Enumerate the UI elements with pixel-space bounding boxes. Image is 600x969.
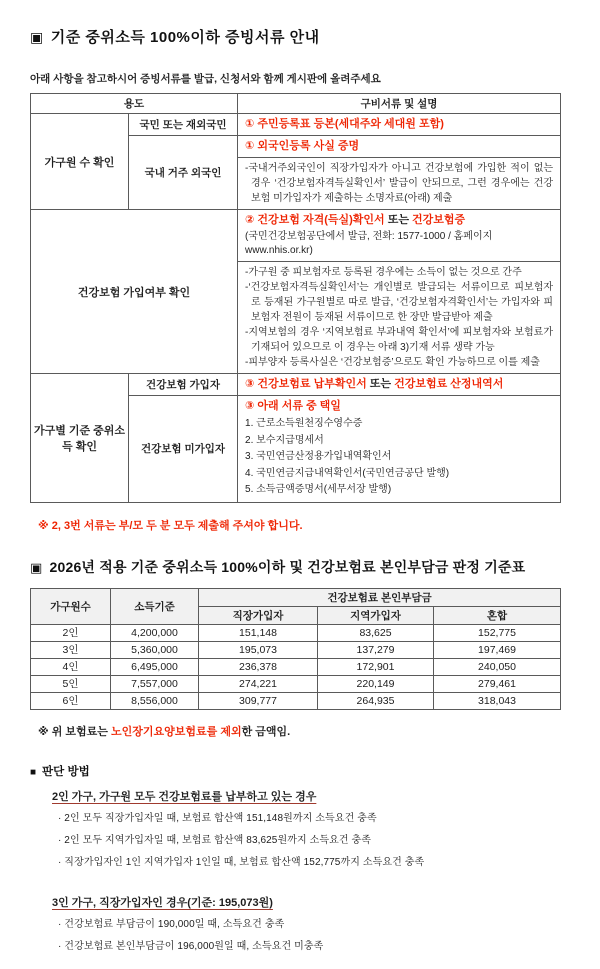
criteria-table — [30, 588, 561, 710]
spacer — [30, 875, 570, 885]
type-uninsured: 건강보험 미가입자 — [129, 396, 238, 503]
case1-item: · 2인 모두 직장가입자일 때, 보험료 합산액 151,148원까지 소득요건 충족 — [58, 812, 377, 824]
type-national: 국민 또는 재외국민 — [129, 114, 238, 136]
cell: 151,148 — [199, 624, 318, 641]
cell: 197,469 — [434, 641, 561, 658]
table-row — [31, 374, 561, 396]
cell: 152,775 — [434, 624, 561, 641]
doc-cell-uninsured — [238, 396, 561, 503]
submit-note: ※ 2, 3번 서류는 부/모 두 분 모두 제출해 주셔야 합니다. — [38, 519, 303, 532]
doc-cell-foreigner — [238, 136, 561, 210]
cell: 3인 — [31, 641, 111, 658]
cell: 4인 — [31, 658, 111, 675]
section3-title-text: 판단 방법 — [42, 765, 90, 778]
cell: 279,461 — [434, 675, 561, 692]
cell: 318,043 — [434, 692, 561, 709]
cell: 2인 — [31, 624, 111, 641]
cell: 240,050 — [434, 658, 561, 675]
header-premium-group: 건강보험료 본인부담금 — [199, 588, 561, 606]
table-row — [31, 114, 561, 136]
doc-foreigner-body: -국내거주외국인이 직장가입자가 아니고 건강보험에 가입한 적이 없는 경우 ‘건강보험자격득실확인서’ 발급이 안되므로, 그런 경우에는 건강보험 미가입자가 제출하는 소명자료(아래) 제출 — [245, 163, 554, 204]
header-household: 가구원수 — [31, 588, 111, 624]
table-row — [31, 675, 561, 692]
doc-insurance-body-2: -‘건강보험자격득실확인서’는 개인별로 발급되는 서류이므로 피보험자로 등재된 가구원별로 따로 발급, ‘건강보험자격확인서’는 가입자와 피보험자 전원이 등재된 서류이므로 한 장만 발급받아 제출 — [245, 282, 554, 323]
criteria-header-row — [31, 588, 561, 606]
doc-insurance-or: 또는 — [384, 214, 413, 226]
doc-insured-red1: ③ 건강보험료 납부확인서 — [245, 378, 367, 390]
list-item: 3. 국민연금산정용가입내역확인서 — [245, 451, 392, 462]
section2-title-text: 2026년 적용 기준 중위소득 100%이하 및 건강보험료 본인부담금 판정 기준표 — [49, 558, 526, 575]
case2-heading: 3인 가구, 직장가입자인 경우(기준: 195,073원) — [52, 896, 273, 909]
cell: 274,221 — [199, 675, 318, 692]
doc-insured-red2: 건강보험료 산정내역서 — [394, 378, 504, 390]
table-row — [31, 624, 561, 641]
cell: 264,935 — [318, 692, 434, 709]
type-insured: 건강보험 가입자 — [129, 374, 238, 396]
square-bullet-icon: ▣ — [30, 29, 44, 45]
square-bullet-icon: ■ — [30, 766, 37, 778]
doc-insurance-body-4: -피부양자 등록사실은 ‘건강보험증’으로도 확인 가능하므로 이를 제출 — [245, 357, 540, 368]
table-header-row — [31, 94, 561, 114]
cell: 220,149 — [318, 675, 434, 692]
list-item: 4. 국민연금지급내역확인서(국민연금공단 발행) — [245, 467, 450, 479]
exclusion-note-black2: 한 금액임. — [241, 725, 291, 738]
exclusion-note-red: 노인장기요양보험료를 제외 — [111, 725, 242, 738]
doc-cell-insured — [238, 374, 561, 396]
doc-insurance-body-1: -가구원 중 피보험자로 등록된 경우에는 소득이 없는 것으로 간주 — [245, 267, 522, 278]
cell: 8,556,000 — [111, 692, 199, 709]
section3-title — [30, 763, 570, 779]
uninsured-doc-list — [245, 416, 553, 499]
case2-item: · 건강보험료 부담금이 190,000일 때, 소득요건 충족 — [58, 918, 285, 930]
table-row — [31, 692, 561, 709]
documents-table — [30, 93, 561, 503]
case1-item: · 직장가입자인 1인 지역가입자 1인일 때, 보험료 합산액 152,775까지 소득요건 충족 — [58, 856, 425, 868]
cell: 6인 — [31, 692, 111, 709]
doc-foreigner-red: ① 외국인등록 사실 증명 — [245, 140, 360, 152]
doc-cell-insurance — [238, 210, 561, 374]
cell: 195,073 — [199, 641, 318, 658]
case1-item: · 2인 모두 지역가입자일 때, 보험료 합산액 83,625원까지 소득요건 충족 — [58, 834, 372, 846]
list-item: 1. 근로소득원천징수영수증 — [245, 418, 363, 429]
cell: 172,901 — [318, 658, 434, 675]
section2-title — [30, 557, 570, 577]
cell: 4,200,000 — [111, 624, 199, 641]
doc-insurance-red2: 건강보험증 — [412, 214, 466, 226]
section1-title — [30, 26, 570, 47]
label-insurance-status: 건강보험 가입여부 확인 — [31, 210, 238, 374]
intro-text: 아래 사항을 참고하시어 증빙서류를 발급, 신청서와 함께 게시판에 올려주세요 — [30, 73, 381, 85]
cell: 5,360,000 — [111, 641, 199, 658]
exclusion-note-black1: ※ 위 보험료는 — [38, 725, 111, 738]
label-median-income: 가구별 기준 중위소득 확인 — [31, 374, 129, 503]
header-docs: 구비서류 및 설명 — [238, 94, 561, 114]
doc-insurance-issuer: (국민건강보험공단에서 발급, 전화: 1577-1000 / 홈페이지 www.nhis.or.kr) — [245, 231, 493, 256]
doc-insured-or: 또는 — [366, 378, 395, 390]
cell: 236,378 — [199, 658, 318, 675]
case2-item: · 건강보험료 본인부담금이 196,000원일 때, 소득요건 미충족 — [58, 940, 324, 952]
header-mixed: 혼합 — [434, 606, 561, 624]
exclusion-note — [38, 723, 570, 739]
table-row — [31, 210, 561, 374]
cell: 309,777 — [199, 692, 318, 709]
cell: 7,557,000 — [111, 675, 199, 692]
cell: 137,279 — [318, 641, 434, 658]
header-usage: 용도 — [31, 94, 238, 114]
case1-heading: 2인 가구, 가구원 모두 건강보험료를 납부하고 있는 경우 — [52, 790, 317, 803]
square-bullet-icon: ▣ — [30, 559, 43, 575]
section1-title-text: 기준 중위소득 100%이하 증빙서류 안내 — [50, 29, 320, 46]
header-income: 소득기준 — [111, 588, 199, 624]
cell: 5인 — [31, 675, 111, 692]
doc-uninsured-red: ③ 아래 서류 중 택일 — [245, 400, 341, 412]
list-item: 2. 보수지급명세서 — [245, 434, 324, 446]
doc-insurance-body-3: -지역보험의 경우 ‘지역보험료 부과내역 확인서’에 피보험자와 보험료가 기재되어 있으므로 이 경우는 아래 3)기재 서류 생략 가능 — [245, 327, 554, 353]
doc-cell-national — [238, 114, 561, 136]
header-local: 지역가입자 — [318, 606, 434, 624]
doc-insurance-red1: ② 건강보험 자격(득실)확인서 — [245, 214, 385, 226]
doc-national-red: ① 주민등록표 등본(세대주와 세대원 포함) — [245, 118, 444, 130]
table-row — [31, 658, 561, 675]
header-workplace: 직장가입자 — [199, 606, 318, 624]
cell: 6,495,000 — [111, 658, 199, 675]
doc-insured-title — [245, 377, 553, 392]
doc-insurance-title — [245, 213, 553, 228]
label-household-count: 가구원 수 확인 — [31, 114, 129, 210]
cell: 83,625 — [318, 624, 434, 641]
list-item: 5. 소득금액증명서(세무서장 발행) — [245, 484, 392, 495]
table-row — [31, 641, 561, 658]
type-foreigner: 국내 거주 외국인 — [129, 136, 238, 210]
